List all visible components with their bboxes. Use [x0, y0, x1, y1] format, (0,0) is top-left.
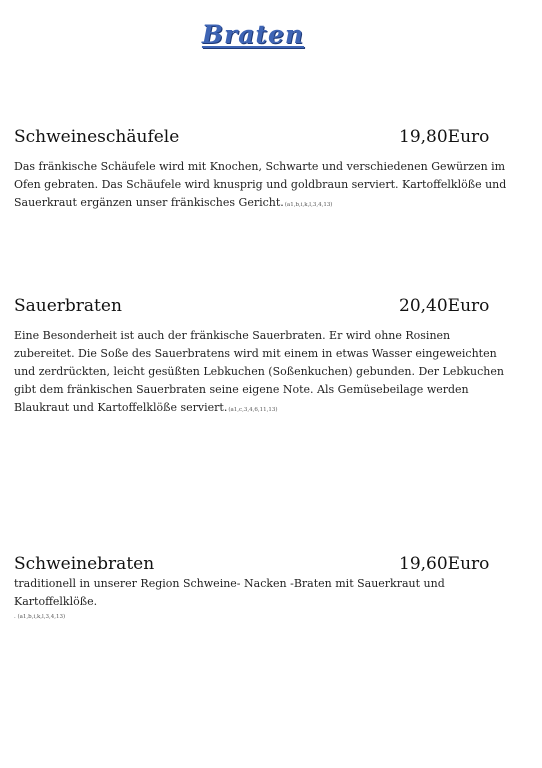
- menu-item-schweinebraten: [14, 554, 514, 623]
- dish-name: Schweinebraten: [14, 554, 155, 574]
- dish-description-text: traditionell in unserer Region Schweine- Nacken -Braten mit Sauerkraut und Kartoffelklöße.: [14, 577, 445, 608]
- dish-description: [14, 575, 514, 611]
- dish-price: 20,40Euro: [399, 296, 490, 316]
- dish-name: Sauerbraten: [14, 296, 122, 316]
- page-title: Braten: [201, 20, 305, 49]
- dish-description: [14, 158, 514, 214]
- menu-item-sauerbraten: [14, 296, 514, 419]
- dish-description: [14, 327, 514, 419]
- menu-item-header: [14, 127, 514, 151]
- menu-item-schweineschaeufele: [14, 127, 514, 214]
- dish-description-text: Das fränkische Schäufele wird mit Knochen, Schwarte und verschiedenen Gewürzen im Ofen gebraten. Das Schäufele wird knusprig und goldbraun serviert. Kartoffelklöße und Sauerkraut ergänzen unser fränkisches Gericht.: [14, 160, 507, 209]
- dish-description-text: Eine Besonderheit ist auch der fränkische Sauerbraten. Er wird ohne Rosinen zubereitet. Die Soße des Sauerbratens wird mit einem in etwas Wasser eingeweichten und zerdrückten, leicht gesüßten Lebkuchen (Soßenkuchen) gebunden. Der Lebkuchen gibt dem fränkischen Sauerbraten seine eigene Note. Als Gemüsebeilage werden Blaukraut und Kartoffelklöße serviert.: [14, 329, 504, 414]
- dish-name: Schweineschäufele: [14, 127, 180, 147]
- menu-item-header: [14, 296, 514, 320]
- dish-price: 19,60Euro: [399, 554, 490, 574]
- allergen-codes: . (a1,b,i,k,l,3,4,13): [14, 614, 66, 620]
- allergen-codes: (a1,b,i,k,l,3,4,13): [284, 202, 333, 208]
- allergen-codes: (a1,c,3,4,6,11,13): [228, 407, 278, 413]
- menu-item-header: [14, 554, 514, 578]
- dish-price: 19,80Euro: [399, 127, 490, 147]
